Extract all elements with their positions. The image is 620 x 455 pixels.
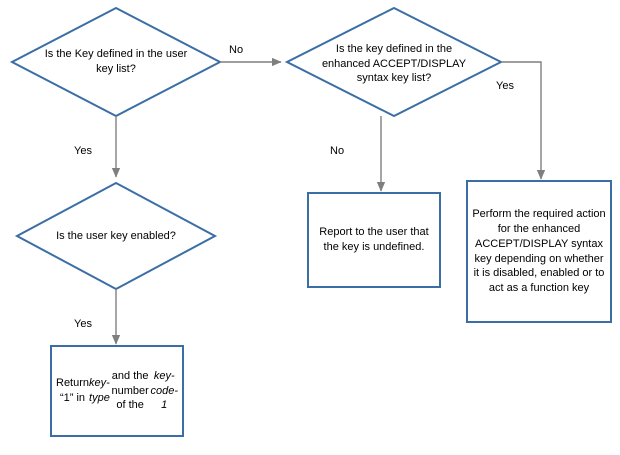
decision-user-key-enabled-shape [17, 183, 215, 289]
process-return-key-type [50, 345, 184, 437]
decision-user-key-list-shape [12, 8, 220, 116]
decision-enhanced-key-list-label: Is the key defined in the enhanced ACCEPT/DISPLAY syntax key list? [321, 42, 467, 85]
edge-label-yes-user-key-list: Yes [74, 145, 92, 157]
process-report-undefined [307, 192, 441, 288]
edge-label-no-enhanced-key-list: No [330, 145, 345, 157]
process-perform-action-label: Perform the required action for the enhanced ACCEPT/DISPLAY syntax key depending on whether it is disabled, enabled or to act as a function key [472, 207, 606, 295]
process-return-key-type-label: Return “1” in key-type and the number of the key-code-1 [56, 369, 179, 412]
decision-enhanced-key-list-shape [287, 8, 501, 116]
decision-user-key-enabled-label: Is the user key enabled? [56, 229, 176, 242]
process-perform-action [466, 180, 612, 323]
decision-user-key-list-label: Is the Key defined in the user key list? [44, 48, 188, 75]
process-report-undefined-label: Report to the user that the key is undefined. [319, 226, 429, 253]
edge-label-no-user-key-list: No [229, 44, 244, 56]
edge-label-yes-user-key-enabled: Yes [74, 318, 92, 330]
edge-label-yes-enhanced-key-list: Yes [496, 80, 514, 92]
